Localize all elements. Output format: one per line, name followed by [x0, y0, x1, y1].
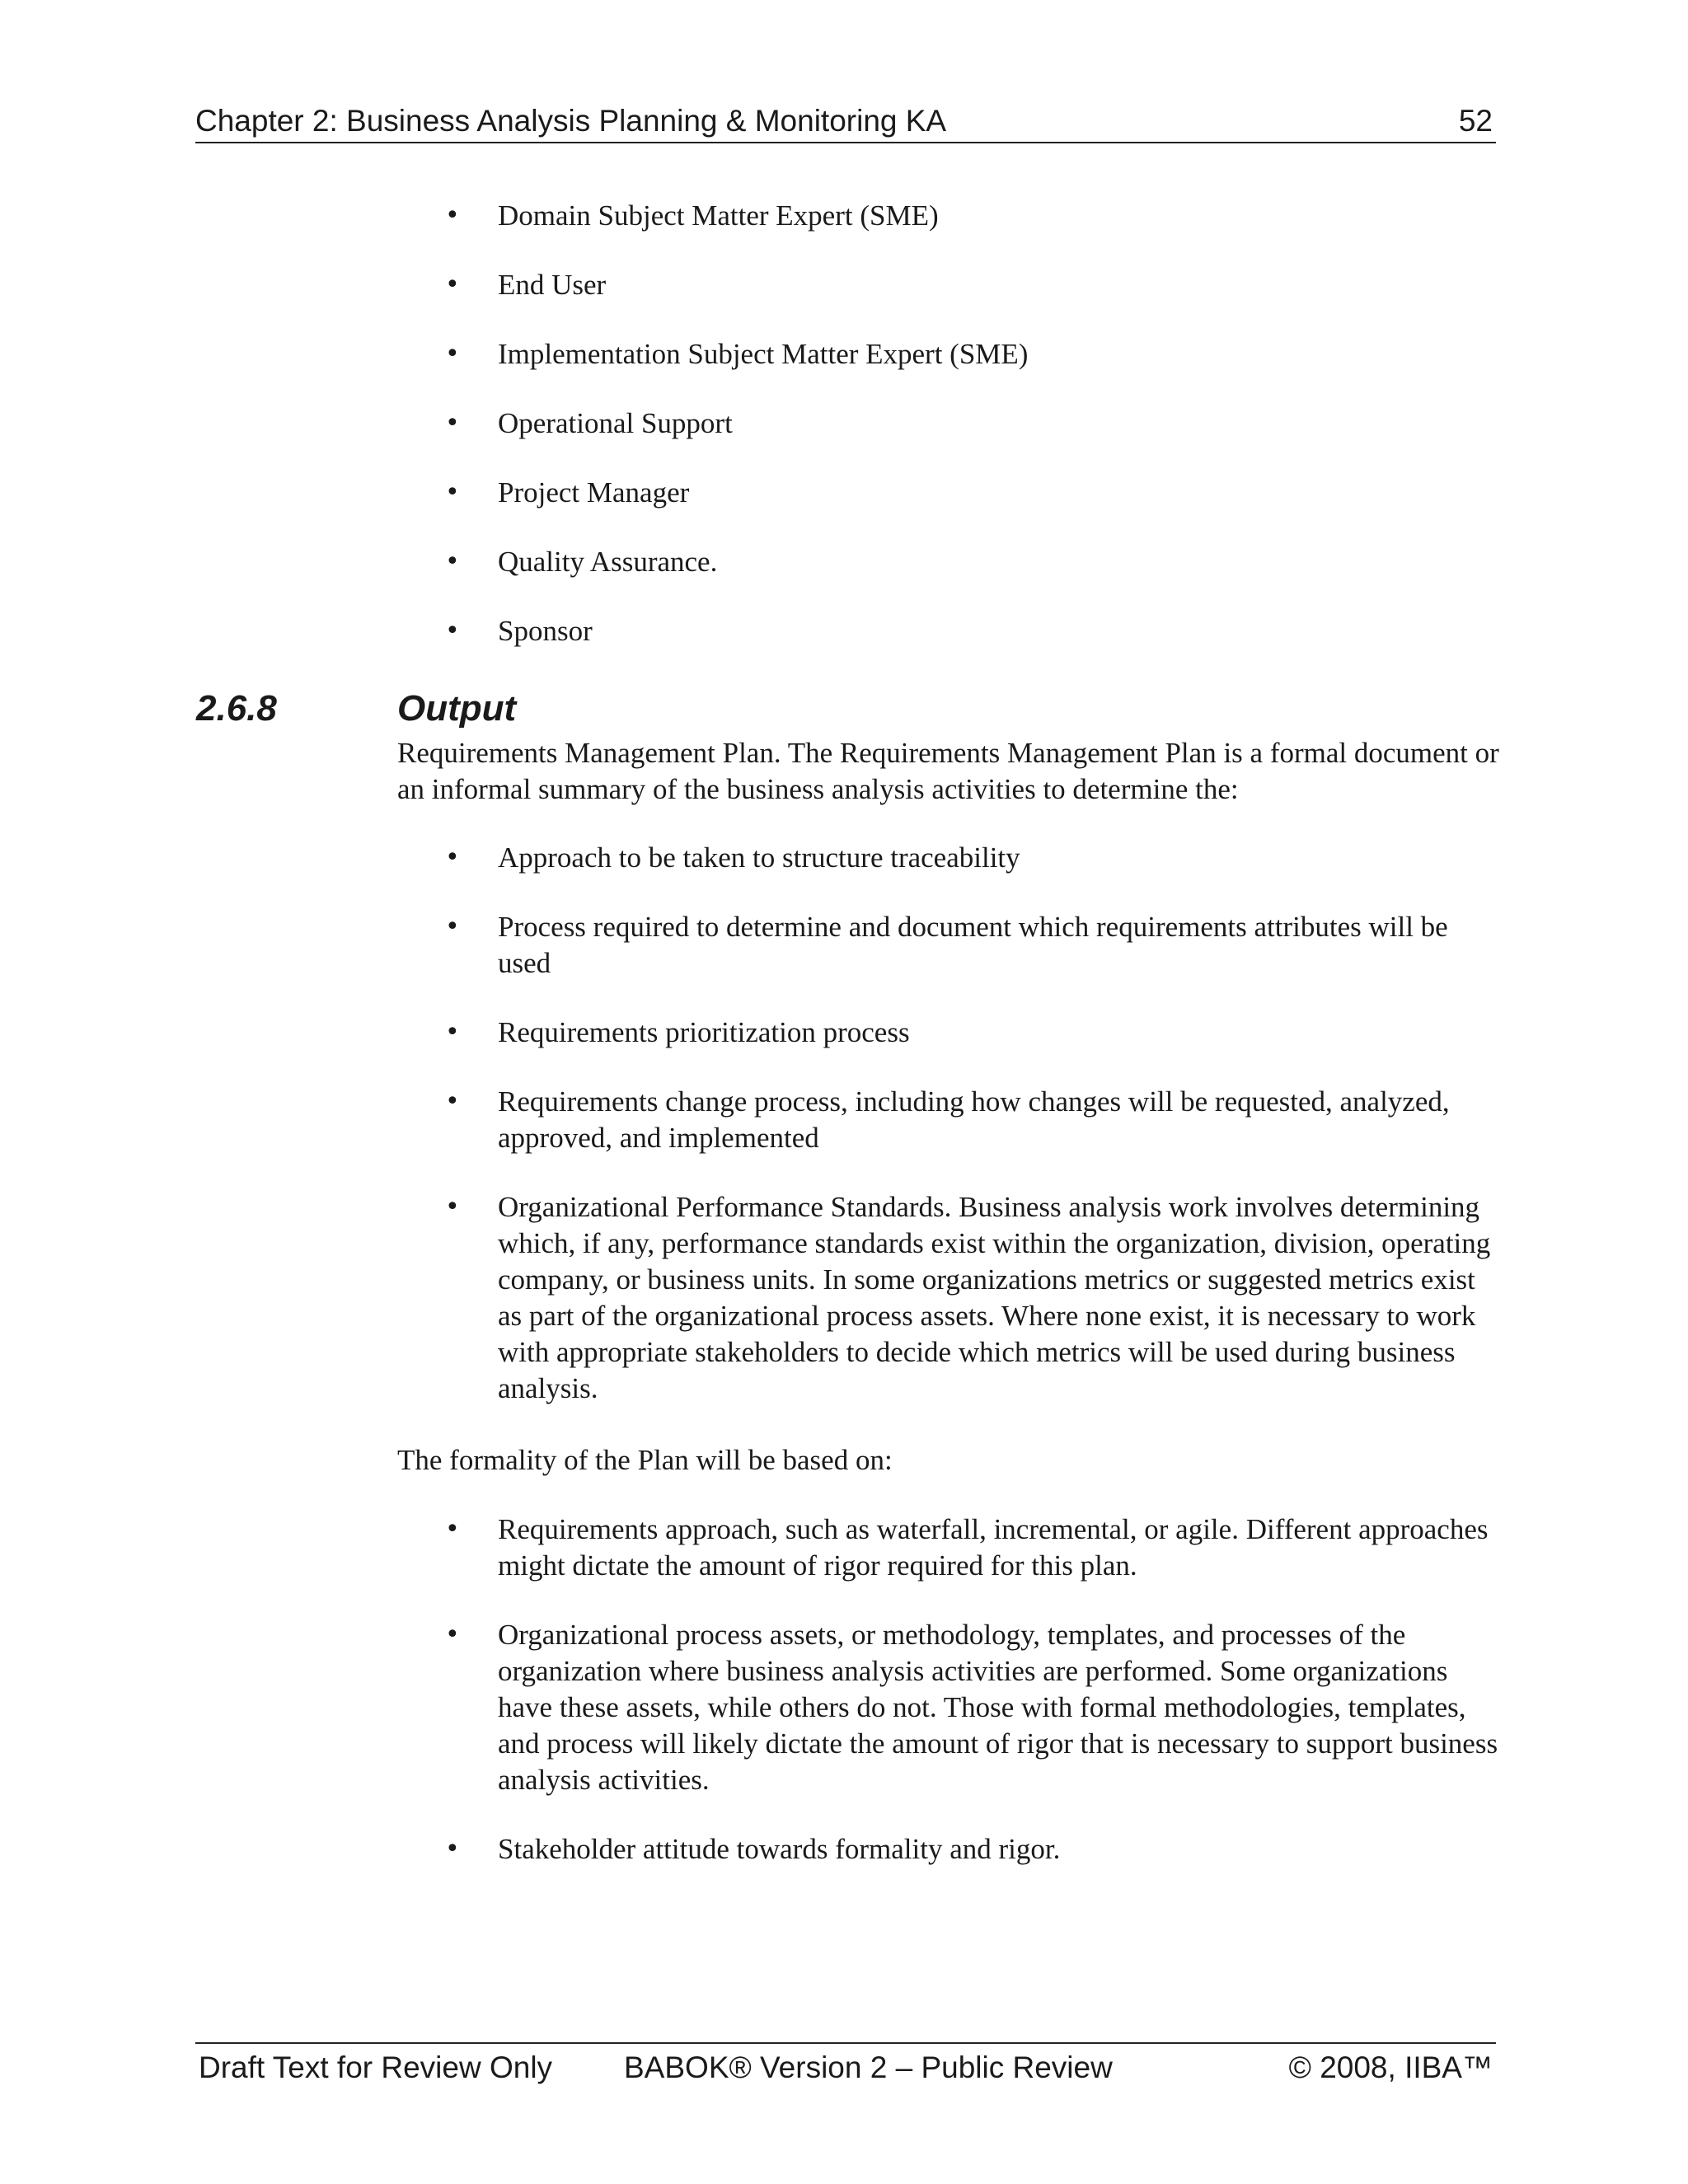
- page-header: [195, 97, 1496, 143]
- formality-items-list: [445, 1511, 1500, 1868]
- list-item: • Approach to be taken to structure traceability: [445, 840, 1500, 876]
- stakeholder-list: [445, 198, 1500, 649]
- list-item: • Stakeholder attitude towards formality and rigor.: [445, 1831, 1500, 1868]
- footer-version: BABOK® Version 2 – Public Review: [624, 2050, 1113, 2084]
- formality-paragraph: The formality of the Plan will be based on:: [397, 1444, 893, 1476]
- list-item: • Requirements change process, including how changes will be requested, analyzed, approved, and implemented: [445, 1084, 1500, 1156]
- list-item: • Requirements prioritization process: [445, 1015, 1500, 1051]
- page-number: 52: [1458, 104, 1493, 138]
- intro-paragraph: Requirements Management Plan. The Requirements Management Plan is a formal document or an informal summary of the business analysis activities to determine the:: [397, 737, 1499, 805]
- list-item: • Sponsor: [445, 613, 1500, 649]
- list-item: • Project Manager: [445, 475, 1500, 511]
- list-item: • Organizational Performance Standards. Business analysis work involves determining which, if any, performance standards exist within the organization, division, operating company, or business units. In some organizations metrics or suggested metrics exist as part of the organizational process assets. Where none exist, it is necessary to work with appropriate stakeholders to decide which metrics will be used during business analysis.: [445, 1189, 1500, 1407]
- chapter-title: Chapter 2: Business Analysis Planning & Monitoring KA: [195, 104, 947, 138]
- list-item: • Requirements approach, such as waterfall, incremental, or agile. Different approaches might dictate the amount of rigor required for this plan.: [445, 1511, 1500, 1584]
- section-title: Output: [397, 688, 517, 729]
- footer-draft-notice: Draft Text for Review Only: [199, 2050, 553, 2084]
- footer-copyright: © 2008, IIBA™: [1288, 2050, 1493, 2084]
- list-item: • Organizational process assets, or methodology, templates, and processes of the organization where business analysis activities are performed. Some organizations have these assets, while others do not. Those with formal methodologies, templates, and process will likely dictate the amount of rigor that is necessary to support business analysis activities.: [445, 1617, 1500, 1798]
- list-item: • Domain Subject Matter Expert (SME): [445, 198, 1500, 234]
- section-number: 2.6.8: [196, 688, 277, 729]
- list-item: • End User: [445, 267, 1500, 303]
- page-footer: [195, 2042, 1496, 2092]
- list-item: • Quality Assurance.: [445, 544, 1500, 580]
- list-item: • Operational Support: [445, 405, 1500, 442]
- list-item: • Implementation Subject Matter Expert (SME): [445, 336, 1500, 373]
- list-item: • Process required to determine and document which requirements attributes will be used: [445, 909, 1500, 982]
- plan-items-list: [445, 840, 1500, 1407]
